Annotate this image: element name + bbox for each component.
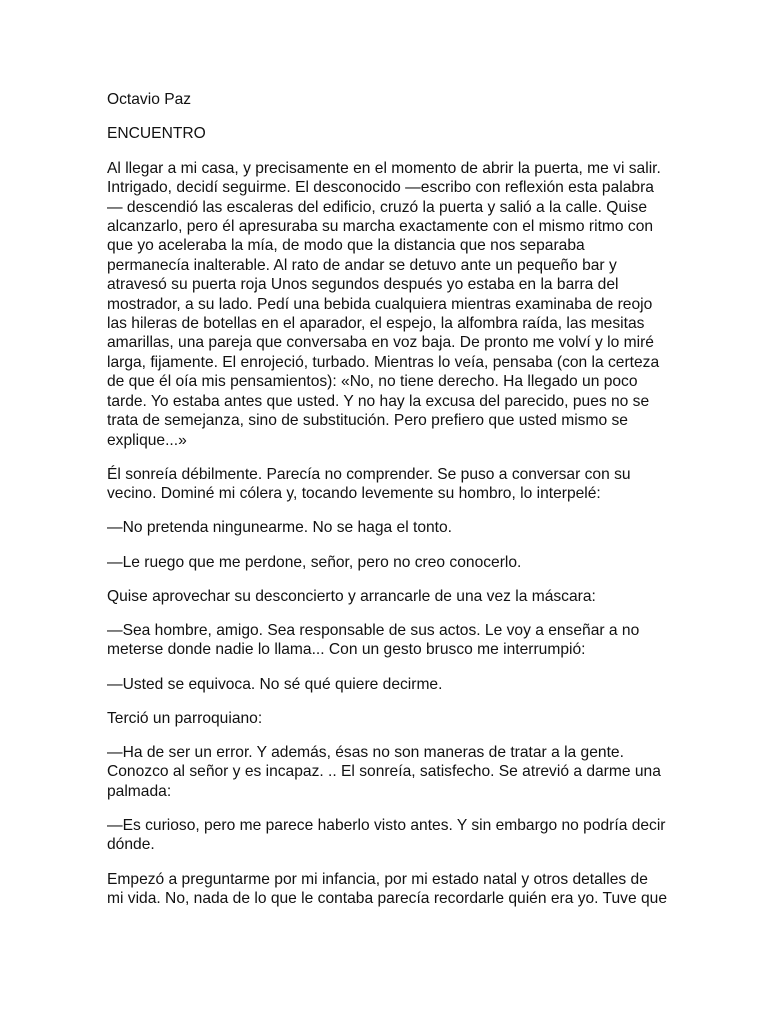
story-title: ENCUENTRO <box>107 125 206 143</box>
paragraph: Empezó a preguntarme por mi infancia, por mi estado natal y otros detalles de mi vida. No, nada de lo que le contaba parecía recordarle quién era yo. Tuve que <box>107 870 667 907</box>
paragraph: Terció un parroquiano: <box>107 709 263 727</box>
paragraph: —Le ruego que me perdone, señor, pero no creo conocerlo. <box>107 553 522 571</box>
paragraph: Él sonreía débilmente. Parecía no comprender. Se puso a conversar con su vecino. Dominé mi cólera y, tocando levemente su hombro, lo interpelé: <box>107 465 631 503</box>
paragraph: Quise aprovechar su desconcierto y arrancarle de una vez la máscara: <box>107 587 596 605</box>
paragraph: —Sea hombre, amigo. Sea responsable de sus actos. Le voy a enseñar a no meterse donde nadie lo llama... Con un gesto brusco me interrumpió: <box>107 621 640 659</box>
paragraph: Al llegar a mi casa, y precisamente en el momento de abrir la puerta, me vi salir. Intrigado, decidí seguirme. El desconocido —escribo con reflexión esta palabra— descendió las escaleras del edificio, cruzó la puerta y salió a la calle. Quise alcanzarlo, pero él apresuraba su marcha exactamente con el mismo ritmo con que yo aceleraba la mía, de modo que la distancia que nos separaba permanecía inalterable. Al rato de andar se detuvo ante un pequeño bar y atravesó su puerta roja Unos segundos después yo estaba en la barra del mostrador, a su lado. Pedí una bebida cualquiera mientras examinaba de reojo las hileras de botellas en el aparador, el espejo, la alfombra raída, las mesitas amarillas, una pareja que conversaba en voz baja. De pronto me volví y lo miré larga, fijamente. El enrojeció, turbado. Mientras lo veía, pensaba (con la certeza de que él oía mis pensamientos): «No, no tiene derecho. Ha llegado un poco tarde. Yo estaba antes que usted. Y no hay la excusa del parecido, pues no se trata de semejanza, sino de substitución. Pero prefiero que usted mismo se explique...» <box>107 159 661 449</box>
paragraph: —Usted se equivoca. No sé qué quiere decirme. <box>107 675 443 693</box>
document-page <box>107 90 667 923</box>
paragraph: —Ha de ser un error. Y además, ésas no son maneras de tratar a la gente. Conozco al señor y es incapaz. .. El sonreía, satisfecho. Se atrevió a darme una palmada: <box>107 743 661 800</box>
paragraph: —Es curioso, pero me parece haberlo visto antes. Y sin embargo no podría decir dónde. <box>107 816 666 854</box>
author-name: Octavio Paz <box>107 91 192 108</box>
paragraph: —No pretenda ningunearme. No se haga el tonto. <box>107 519 453 537</box>
